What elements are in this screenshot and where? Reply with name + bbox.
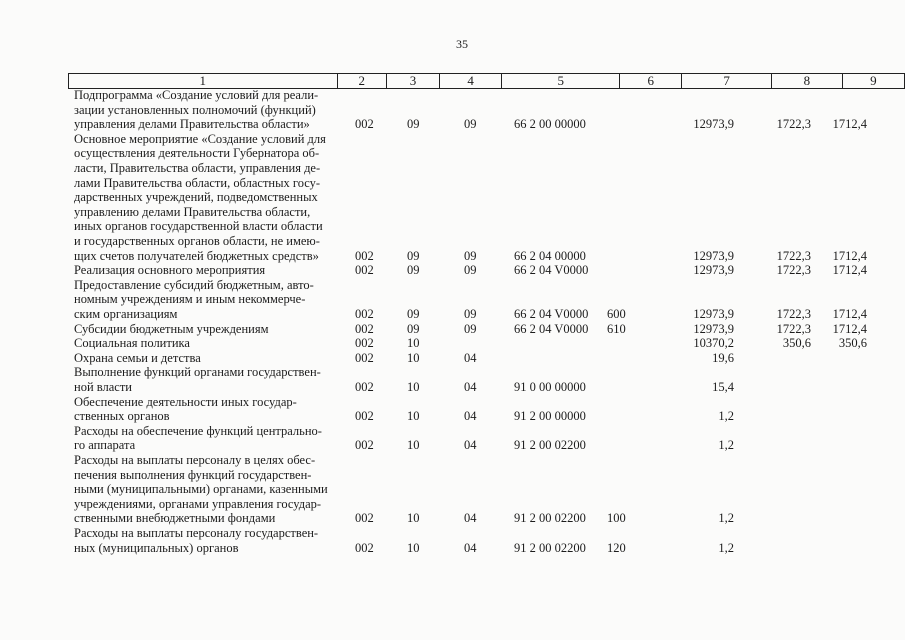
description-line: Подпрограмма «Создание условий для реали- xyxy=(74,88,319,102)
cell-col-8: 1722,3 xyxy=(776,263,811,278)
cell-col-3: 10 xyxy=(407,511,420,526)
header-col-6: 6 xyxy=(620,74,682,89)
row-description xyxy=(74,322,342,337)
cell-col-5: 66 2 04 V0000 xyxy=(514,263,589,278)
cell-col-7: 12973,9 xyxy=(693,307,734,321)
cell-col-2: 002 xyxy=(355,117,374,132)
header-col-8: 8 xyxy=(771,74,842,89)
cell-col-3: 10 xyxy=(407,540,420,555)
cell-col-7: 1,2 xyxy=(718,438,734,453)
row-description xyxy=(74,88,342,132)
cell-col-4: 04 xyxy=(464,540,477,555)
cell-col-5: 91 0 00 00000 xyxy=(514,379,586,394)
cell-col-4: 09 xyxy=(464,117,477,132)
cell-col-5: 66 2 00 00000 xyxy=(514,117,586,132)
table-row xyxy=(0,365,905,394)
header-col-2: 2 xyxy=(337,74,386,89)
description-line: Обеспечение деятельности иных государ- xyxy=(74,394,297,409)
description-line: и государственных органов области, не имею- xyxy=(74,233,320,248)
cell-col-2: 002 xyxy=(355,511,374,526)
table-row xyxy=(0,322,905,337)
cell-col-8: 1722,3 xyxy=(776,307,811,321)
description-line: управления делами Правительства области» xyxy=(74,117,310,132)
cell-col-3: 09 xyxy=(407,307,420,321)
row-description xyxy=(74,132,342,263)
cell-col-8: 1722,3 xyxy=(776,248,811,263)
header-col-1: 1 xyxy=(69,74,338,89)
table-row xyxy=(0,395,905,424)
row-description xyxy=(74,424,342,453)
description-line: лами Правительства области, областных госу- xyxy=(74,175,321,190)
table-row xyxy=(0,88,905,132)
header-col-9: 9 xyxy=(842,74,904,89)
cell-col-5: 91 2 00 02200 xyxy=(514,438,586,453)
description-line: Выполнение функций органами государствен- xyxy=(74,365,321,380)
row-description xyxy=(74,336,342,351)
cell-col-5: 91 2 00 02200 xyxy=(514,540,586,555)
description-line: учреждениями, органами управления государ- xyxy=(74,496,322,511)
cell-col-2: 002 xyxy=(355,350,374,365)
cell-col-7: 12973,9 xyxy=(693,117,734,132)
description-line: Расходы на выплаты персоналу государствен- xyxy=(74,526,319,540)
cell-col-7: 15,4 xyxy=(712,379,734,394)
description-line: Субсидии бюджетным учреждениям xyxy=(74,321,269,336)
row-description xyxy=(74,351,342,366)
column-header-row xyxy=(68,73,905,89)
table-row xyxy=(0,424,905,453)
row-description xyxy=(74,526,342,555)
cell-col-4: 09 xyxy=(464,263,477,278)
row-description xyxy=(74,395,342,424)
cell-col-2: 002 xyxy=(355,379,374,394)
cell-col-6: 120 xyxy=(607,540,626,555)
cell-col-5: 66 2 04 00000 xyxy=(514,248,586,263)
cell-col-8: 1722,3 xyxy=(776,321,811,336)
cell-col-6: 600 xyxy=(607,307,626,321)
cell-col-9: 1712,4 xyxy=(832,263,867,278)
cell-col-5: 66 2 04 V0000 xyxy=(514,307,589,321)
description-line: Предоставление субсидий бюджетным, авто- xyxy=(74,277,314,292)
cell-col-7: 10370,2 xyxy=(693,336,734,351)
cell-col-2: 002 xyxy=(355,321,374,336)
cell-col-7: 12973,9 xyxy=(693,263,734,278)
cell-col-4: 04 xyxy=(464,409,477,424)
description-line: Реализация основного мероприятия xyxy=(74,263,266,278)
cell-col-7: 1,2 xyxy=(718,409,734,424)
page-number: 35 xyxy=(456,37,468,51)
cell-col-7: 1,2 xyxy=(718,540,734,555)
description-line: осуществления деятельности Губернатора об- xyxy=(74,146,320,161)
cell-col-9: 350,6 xyxy=(838,336,867,351)
cell-col-6: 610 xyxy=(607,321,626,336)
row-description xyxy=(74,365,342,394)
description-line: Основное мероприятие «Создание условий для xyxy=(74,131,326,146)
description-line: иных органов государственной власти области xyxy=(74,219,323,234)
cell-col-3: 10 xyxy=(407,438,420,453)
description-line: ных (муниципальных) органов xyxy=(74,540,239,555)
description-line: ной власти xyxy=(74,379,132,394)
cell-col-7: 19,6 xyxy=(712,350,734,365)
table-row xyxy=(0,132,905,263)
cell-col-4: 04 xyxy=(464,438,477,453)
cell-col-3: 09 xyxy=(407,321,420,336)
row-description xyxy=(74,263,342,278)
description-line: Охрана семьи и детства xyxy=(74,350,201,365)
cell-col-9: 1712,4 xyxy=(832,321,867,336)
description-line: ственными внебюджетными фондами xyxy=(74,511,276,526)
cell-col-2: 002 xyxy=(355,248,374,263)
cell-col-4: 09 xyxy=(464,321,477,336)
description-line: Расходы на обеспечение функций центрально- xyxy=(74,423,322,438)
cell-col-3: 09 xyxy=(407,117,420,132)
cell-col-6: 100 xyxy=(607,511,626,526)
cell-col-9: 1712,4 xyxy=(832,248,867,263)
description-line: ственных органов xyxy=(74,409,170,424)
row-description xyxy=(74,453,342,526)
table-row xyxy=(0,278,905,322)
description-line: ными (муниципальными) органами, казенными xyxy=(74,482,328,497)
description-line: Социальная политика xyxy=(74,336,190,351)
cell-col-2: 002 xyxy=(355,438,374,453)
cell-col-4: 04 xyxy=(464,350,477,365)
cell-col-7: 1,2 xyxy=(718,511,734,526)
table-row xyxy=(0,453,905,526)
row-description xyxy=(74,278,342,322)
description-line: зации установленных полномочий (функций) xyxy=(74,102,316,117)
cell-col-5: 66 2 04 V0000 xyxy=(514,321,589,336)
description-line: ским организациям xyxy=(74,306,178,321)
header-col-4: 4 xyxy=(440,74,502,89)
cell-col-3: 09 xyxy=(407,263,420,278)
cell-col-2: 002 xyxy=(355,409,374,424)
cell-col-2: 002 xyxy=(355,336,374,351)
header-col-7: 7 xyxy=(682,74,772,89)
description-line: го аппарата xyxy=(74,438,136,453)
cell-col-4: 04 xyxy=(464,379,477,394)
description-line: ласти, Правительства области, управления де- xyxy=(74,160,321,175)
cell-col-7: 12973,9 xyxy=(693,321,734,336)
description-line: щих счетов получателей бюджетных средств» xyxy=(74,248,319,263)
description-line: управлению делами Правительства области, xyxy=(74,204,311,219)
table-row xyxy=(0,263,905,278)
cell-col-7: 12973,9 xyxy=(693,248,734,263)
description-line: номным учреждениям и иным некоммерче- xyxy=(74,292,306,307)
cell-col-8: 350,6 xyxy=(782,336,811,351)
table-row xyxy=(0,336,905,351)
table-row xyxy=(0,351,905,366)
cell-col-9: 1712,4 xyxy=(832,307,867,321)
cell-col-2: 002 xyxy=(355,307,374,321)
cell-col-3: 10 xyxy=(407,350,420,365)
table-row xyxy=(0,526,905,555)
cell-col-4: 04 xyxy=(464,511,477,526)
cell-col-8: 1722,3 xyxy=(776,117,811,132)
description-line: Расходы на выплаты персоналу в целях обес- xyxy=(74,453,316,467)
header-col-3: 3 xyxy=(386,74,439,89)
cell-col-2: 002 xyxy=(355,540,374,555)
description-line: печения выполнения функций государствен- xyxy=(74,467,312,482)
description-line: дарственных учреждений, подведомственных xyxy=(74,190,318,205)
cell-col-3: 10 xyxy=(407,409,420,424)
cell-col-2: 002 xyxy=(355,263,374,278)
cell-col-5: 91 2 00 00000 xyxy=(514,409,586,424)
header-col-5: 5 xyxy=(502,74,620,89)
cell-col-4: 09 xyxy=(464,307,477,321)
cell-col-3: 10 xyxy=(407,336,420,351)
cell-col-4: 09 xyxy=(464,248,477,263)
cell-col-5: 91 2 00 02200 xyxy=(514,511,586,526)
cell-col-9: 1712,4 xyxy=(832,117,867,132)
cell-col-3: 09 xyxy=(407,248,420,263)
cell-col-3: 10 xyxy=(407,379,420,394)
